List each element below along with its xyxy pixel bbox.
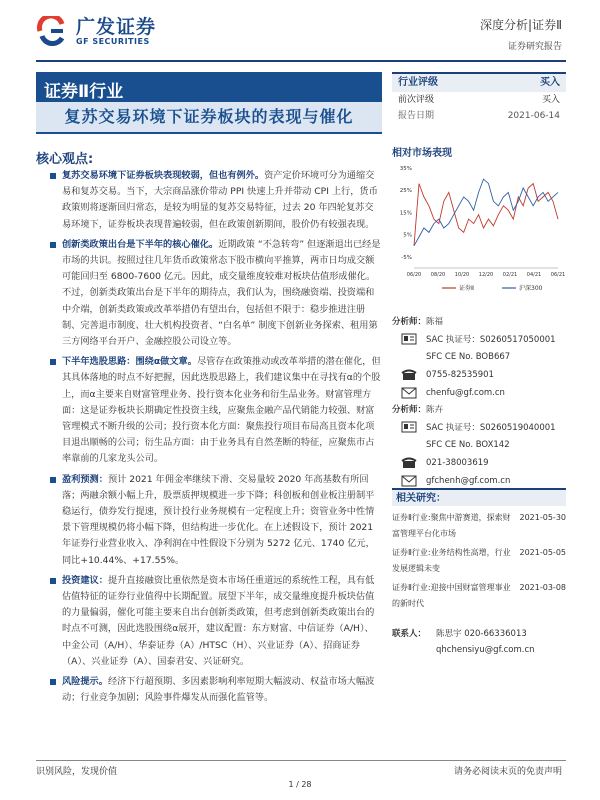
bullet-icon [50,679,56,685]
bullet-icon [50,173,56,179]
chart-title: 相对市场表现 [392,148,452,159]
y-tick-label: 5% [403,232,412,239]
id-card-icon [392,421,426,433]
x-tick-label: 04/21 [526,272,542,278]
core-para-1 [36,168,382,233]
email-icon [392,387,426,399]
industry-title: 证券Ⅱ行业 [44,82,124,102]
logo-en: GF SECURITIES [76,36,150,46]
para-lead: 盈利预测： [62,473,108,485]
related-date: 2021-05-30 [519,513,566,522]
analyst-name: 陈福 [426,317,444,327]
x-tick-label: 02/21 [502,272,518,278]
phone-icon [392,457,426,469]
report-title: 复苏交易环境下证券板块的表现与催化 [64,107,354,126]
x-tick-label: 12/20 [478,272,494,278]
y-tick-label: 35% [399,166,412,172]
para-body: 提升直接融资比重依然是资本市场任重道远的系统性工程，具有低估值特征的证券行业值得中长期配置。展望下半年，成交量维度提升板块估值的力量偏弱，催化可能主要来自出台创新类政策，但考虑到创新类政策出台的时点不可测，因此选股围绕α展开，建议配置：东方财富、中信证券（A/H）、中金公司（A/H）、华泰证券（A）/HTSC（H）、兴业证券（A）、招商证券（A）、兴业证券（A）、国泰君安、兴证研究。 [62,574,375,667]
footer-divider [36,760,566,761]
para-body: 资产定价环境可分为通缩交易和复苏交易。当下，大宗商品涨价带动 PPI 快速上升并带动 CPI 上行，货币政策则将逐渐回归常态，是较为明显的复苏交易特征，过去 20 年四轮复苏交易环境下，证券板块表现普遍较弱，但在政策创新期间，股价仍有较强表现。 [62,170,378,230]
page-number: 1 / 28 [288,780,312,789]
analyst-phone: 0755-82535901 [426,370,494,380]
bullet-icon [50,477,56,483]
related-date: 2021-05-05 [519,548,566,557]
x-tick-label: 10/20 [454,272,470,278]
analyst-label: 分析师： [392,317,427,327]
x-tick-label: 06/20 [406,272,422,278]
para-lead: 下半年选股思路：围绕α做文章。 [62,356,197,368]
legend-label: 证券Ⅱ [459,285,474,292]
rating-label: 行业评级 [398,77,438,88]
related-text: 证券Ⅱ行业:聚焦中游赛道，探索财富管理平台化市场 [392,513,511,538]
related-date: 2021-03-08 [519,583,566,592]
prev-rating-value: 买入 [541,95,560,105]
email-icon [392,475,426,487]
core-body [36,168,382,711]
para-body: 经济下行超预期、多因素影响利率短期大幅波动、权益市场大幅波动；行业竞争加剧；风险事件爆发从而强化监管等。 [62,676,375,704]
brand-logo [36,16,156,46]
contact-name-phone: 陈思宇 020-66336013 [436,629,527,639]
core-title: 核心观点: [36,152,94,167]
core-para-4 [36,472,382,569]
related-item[interactable] [392,580,566,612]
core-para-6 [36,674,382,706]
contact-label: 联系人： [392,629,427,639]
footer-disclaimer: 请务必阅读末页的免责声明 [453,767,562,777]
analyst-sac: SAC 执证号：S0260517050001 [426,335,556,345]
related-item[interactable] [392,545,566,577]
para-lead: 复苏交易环境下证券板块表现较弱，但也有例外。 [62,170,265,181]
analyst-sfc: SFC CE No. BOB667 [426,352,511,362]
x-tick-label: 08/20 [430,272,446,278]
phone-icon [392,369,426,381]
series-line [414,184,558,246]
analyst-sfc: SFC CE No. BOX142 [426,440,510,450]
header-divider [36,60,566,62]
logo-cn: 广发证券 [76,15,157,38]
series-line [414,179,558,246]
para-body: 近期政策 “不急转弯” 但逐渐退出已经是市场的共识。按照过往几年货币政策常态下股市横向平推算，两市日均成交额可能回归至 6800-7600 亿元。因此，成交量维度较难对板块估值形成催化。不过，创新类政策出台是下半年的期待点，我们认为，围绕融资端、投资端和中介端，创新类政策或改革举措仍有望出台，包括但不限于：稳步推进注册制、完善退市制度、壮大机构投资者、“白名单” 制度下创新业务探索、租用第三方网络平台开户、金融控股公司设立等。 [62,238,381,348]
para-body: 预计 2021 年佣金率继续下滑、交易量较 2020 年高基数有所回落；两融余额小幅上升，股票质押规模进一步下降；科创板和创业板注册制平稳运行，债券发行提速，预计投行业务规模有一定程度上升；资管业务中性情景下管理规模仍将小幅下降，但结构进一步优化。在上述假设下，预计 2021 年证券行业营业收入、净利润在中性假设下分别为 5272 亿元、1740 亿元，同比+10.44%、+17.55%。 [62,473,375,566]
analyst-name: 陈卉 [426,405,444,415]
para-body: 尽管存在政策推动或改革举措的潜在催化，但其具体落地的时点不好把握，因此选股思路上，我们建议集中在寻找有α的个股上，而α主要来自财富管理业务、投行资本化业务和衍生品业务。财富管理方面：这是证券板块长期确定性投资主线，应聚焦金融产品代销能力较强、财富管理模式不断升级的公司；投行资本化方面：聚焦投行项目布局高且资本化项目退出顺畅的公司；衍生品方面：由于业务具有自然垄断的特征，应聚焦市占率靠前的几家龙头公司。 [62,356,381,465]
report-sub: 证券研究报告 [507,42,562,52]
prev-rating-label: 前次评级 [398,95,435,105]
para-lead: 风险提示。 [62,676,108,688]
bullet-icon [50,242,56,248]
core-para-5 [36,573,382,670]
report-type-block [480,16,562,52]
related-text: 证券Ⅱ行业:业务结构性高增，行业发展逻辑未变 [392,548,511,573]
legend-label: 沪深300 [519,285,543,292]
core-para-3 [36,354,382,467]
analyst-label: 分析师： [392,405,427,415]
prev-rating-row [392,92,566,108]
report-title-box [36,102,382,132]
date-row [392,108,566,124]
para-lead: 投资建议： [62,574,108,586]
analyst-phone: 021-38003619 [426,458,489,468]
rating-row [392,74,566,92]
analyst-sac: SAC 执证号：S0260519040001 [426,423,556,433]
analyst-email[interactable]: chenfu@gf.com.cn [426,388,505,398]
relative-performance-chart [392,160,566,310]
analyst-2 [392,400,566,490]
related-list [392,510,566,615]
date-label: 报告日期 [398,111,435,121]
contact-block [392,626,566,658]
analyst-1 [392,312,566,402]
para-lead: 创新类政策出台是下半年的核心催化。 [62,238,219,250]
y-tick-label: 15% [399,210,412,217]
bullet-icon [50,359,56,365]
core-para-2 [36,237,382,350]
x-tick-label: 06/21 [550,272,566,278]
rating-box [392,72,566,134]
report-date: 2021-06-14 [507,111,560,121]
contact-email[interactable]: qhchensiyu@gf.com.cn [436,645,535,655]
id-card-icon [392,333,426,345]
y-tick-label: -5% [401,254,412,261]
rating-value: 买入 [540,77,560,88]
bullet-icon [50,578,56,584]
related-item[interactable] [392,510,566,542]
y-tick-label: 25% [399,188,412,195]
gf-logo-icon [36,16,70,46]
analyst-email[interactable]: gfchenh@gf.com.cn [426,476,511,486]
related-text: 证券Ⅱ行业:迎接中国财富管理事业的新时代 [392,583,511,608]
footer-slogan: 识别风险，发现价值 [36,767,118,777]
report-type: 深度分析|证券Ⅱ [480,18,562,32]
related-title: 相关研究： [392,488,566,506]
